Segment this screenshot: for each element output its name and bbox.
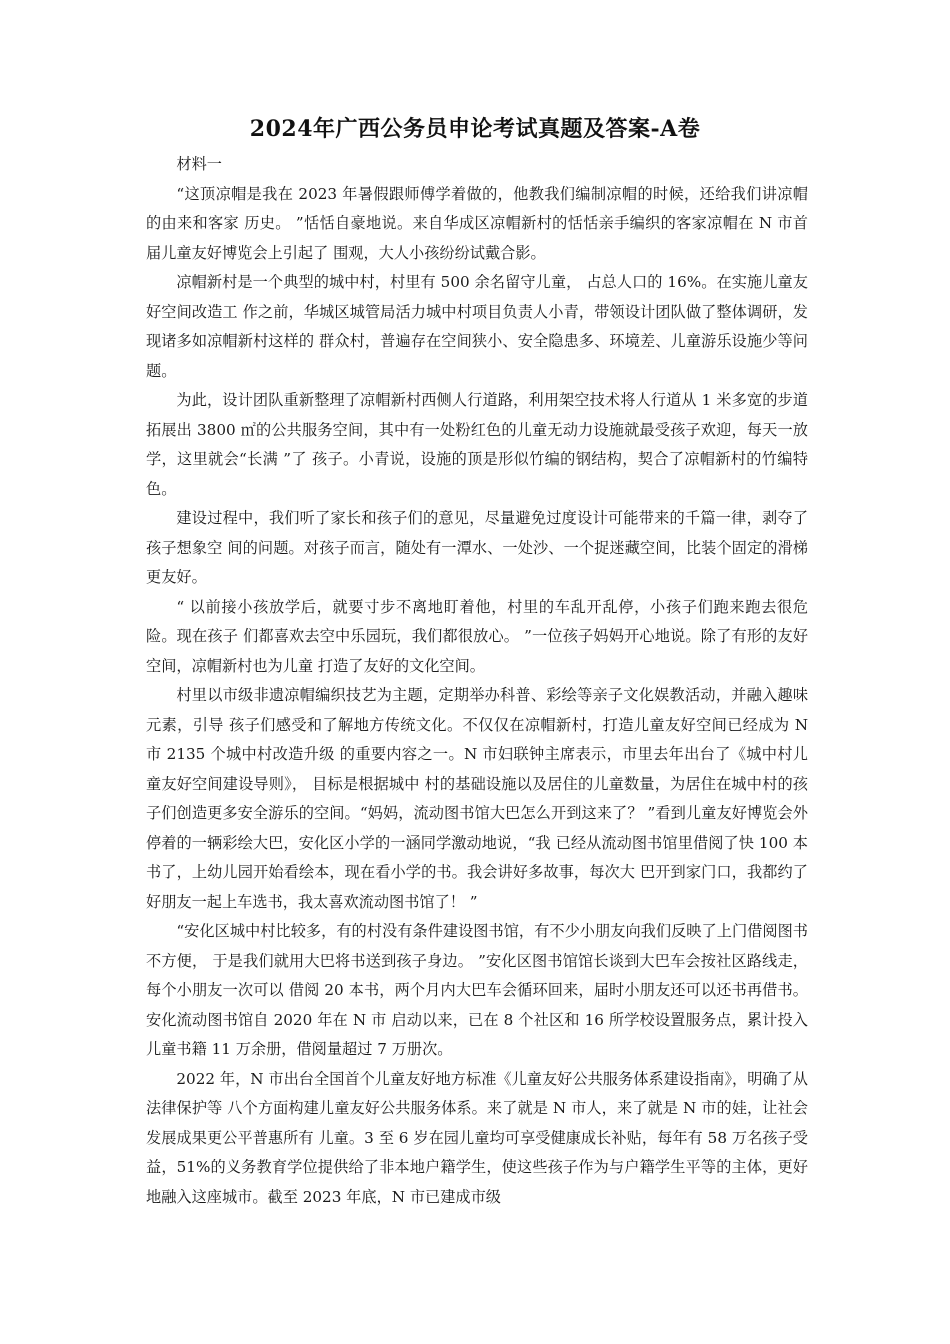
paragraph: 为此，设计团队重新整理了凉帽新村西侧人行道路，利用架空技术将人行道从 1 米多宽的步道拓展出 3800 ㎡的公共服务空间，其中有一处粉红色的儿童无动力设施就最受孩子欢迎，每天一放学，这里就会“长满 ”了 孩子。小青说，设施的顶是形似竹编的钢结构，契合了凉帽新村的竹编特色。 bbox=[146, 391, 808, 498]
paragraph: 2022 年，N 市出台全国首个儿童友好地方标准《儿童友好公共服务体系建设指南》，明确了从法律保护等 八个方面构建儿童友好公共服务体系。来了就是 N 市人，来了就是 N 市的娃，让社会发展成果更公平普惠所有 儿童。3 至 6 岁在园儿童均可享受健康成长补贴，每年有 58 万名孩子受益，51%的义务教育学位提供给了非本地户籍学生，使这些孩子作为与户籍学生平等的主体，更好地融入这座城市。截至 2023 年底，N 市已建成市级 bbox=[146, 1069, 808, 1206]
document-body bbox=[146, 150, 808, 1212]
paragraph: “ 以前接小孩放学后，就要寸步不离地盯着他，村里的车乱开乱停，小孩子们跑来跑去很危险。现在孩子 们都喜欢去空中乐园玩，我们都很放心。 ”一位孩子妈妈开心地说。除了有形的友好空间，凉帽新村也为儿童 打造了友好的文化空间。 bbox=[146, 597, 808, 675]
paragraph: “安化区城中村比较多，有的村没有条件建设图书馆，有不少小朋友向我们反映了上门借阅图书不方便， 于是我们就用大巴将书送到孩子身边。 ”安化区图书馆馆长谈到大巴车会按社区路线走，每个小朋友一次可以 借阅 20 本书，两个月内大巴车会循环回来，届时小朋友还可以还书再借书。安化流动图书馆自 2020 年在 N 市 启动以来，已在 8 个社区和 16 所学校设置服务点，累计投入儿童书籍 11 万余册，借阅量超过 7 万册次。 bbox=[146, 922, 808, 1058]
paragraph: 村里以市级非遗凉帽编织技艺为主题，定期举办科普、彩绘等亲子文化娱教活动，并融入趣味元素，引导 孩子们感受和了解地方传统文化。不仅仅在凉帽新村，打造儿童友好空间已经成为 N 市 2135 个城中村改造升级 的重要内容之一。N 市妇联钟主席表示，市里去年出台了《城中村儿童友好空间建设导则》， 目标是根据城中 村的基础设施以及居住的儿童数量，为居住在城中村的孩子们创造更多安全游乐的空间。“妈妈，流动图书馆大巴怎么开到这来了？ ”看到儿童友好博览会外停着的一辆彩绘大巴，安化区小学的一涵同学激动地说，“我 已经从流动图书馆里借阅了快 100 本书了，上幼儿园开始看绘本，现在看小学的书。我会讲好多故事，每次大 巴开到家门口，我都约了好朋友一起上车选书，我太喜欢流动图书馆了！ ” bbox=[146, 686, 808, 911]
paragraph: 建设过程中，我们听了家长和孩子们的意见，尽量避免过度设计可能带来的千篇一律，剥夺了孩子想象空 间的问题。对孩子而言，随处有一潭水、一处沙、一个捉迷藏空间，比装个固定的滑梯更友好。 bbox=[146, 509, 808, 586]
paragraph: 凉帽新村是一个典型的城中村，村里有 500 余名留守儿童， 占总人口的 16%。在实施儿童友好空间改造工 作之前，华城区城管局活力城中村项目负责人小青，带领设计团队做了整体调研，发现诸多如凉帽新村这样的 群众村，普遍存在空间狭小、安全隐患多、环境差、儿童游乐设施少等问题。 bbox=[146, 273, 808, 380]
paragraph: “这顶凉帽是我在 2023 年暑假跟师傅学着做的，他教我们编制凉帽的时候，还给我们讲凉帽的由来和客家 历史。 ”恬恬自豪地说。来自华成区凉帽新村的恬恬亲手编织的客家凉帽在 N 市首届儿童友好博览会上引起了 围观，大人小孩纷纷试戴合影。 bbox=[146, 184, 808, 262]
section-label: 材料一 bbox=[176, 155, 222, 173]
document-title: 2024年广西公务员申论考试真题及答案-A卷 bbox=[249, 116, 701, 142]
